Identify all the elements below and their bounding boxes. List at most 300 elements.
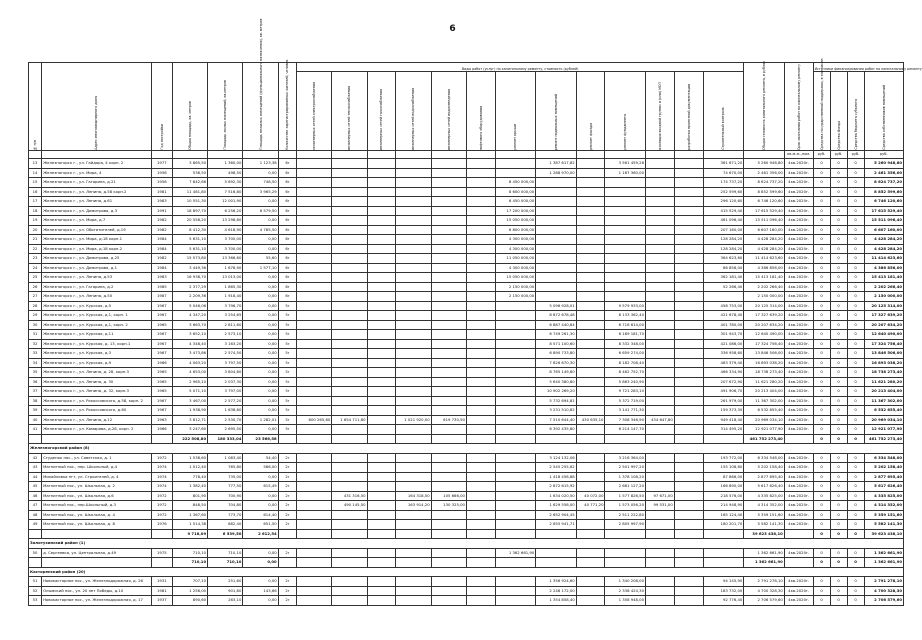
row-work-cost: [296, 396, 331, 406]
row-work-cost: [646, 301, 675, 311]
table-row: [29, 453, 904, 463]
row-work-cost: 128 284,20: [703, 235, 744, 245]
row-work-cost: 128 284,20: [703, 244, 744, 254]
row-work-cost: [296, 197, 331, 207]
row-deadline: 4кв.2020г.: [784, 377, 813, 387]
row-support: 0: [813, 425, 830, 435]
subtotal-row: [29, 558, 904, 568]
row-work-cost: [466, 273, 495, 283]
row-work-cost: [576, 282, 605, 292]
row-work-cost: 86 856,00: [703, 263, 744, 273]
row-number: 43: [29, 463, 42, 473]
row-work-cost: [367, 263, 396, 273]
row-work-cost: [332, 301, 367, 311]
row-fund: 0: [830, 197, 847, 207]
row-work-cost: [367, 415, 396, 425]
row-work-cost: [367, 596, 396, 606]
row-residential-area: 735,00: [208, 472, 243, 482]
subtotal-blank: [536, 434, 577, 444]
row-address: д. Сергеевка, ул. Центральная, д.49: [42, 548, 152, 558]
row-work-cost: [495, 339, 536, 349]
row-work-cost: 8 450 000,00: [495, 178, 536, 188]
subtotal-support: 0: [813, 434, 830, 444]
row-work-cost: [332, 263, 367, 273]
row-year: 1931: [151, 577, 172, 587]
row-work-cost: 466 334,90: [703, 368, 744, 378]
row-total-area: 4 653,00: [172, 368, 207, 378]
row-number: 19: [29, 216, 42, 226]
row-work-cost: [674, 197, 703, 207]
row-work-cost: 361 671,20: [703, 159, 744, 169]
row-total-area: 5 071,10: [172, 387, 207, 397]
row-work-cost: 6 887 440,84: [536, 320, 577, 330]
row-work-cost: [431, 168, 466, 178]
row-work-cost: [536, 282, 577, 292]
row-region-budget: 0: [847, 520, 864, 530]
row-number: 45: [29, 482, 42, 492]
row-work-cost: [674, 548, 703, 558]
row-residential-area: 3 804,60: [208, 368, 243, 378]
row-address: Магнитный пос., ул. Школьная, д. 2: [42, 482, 152, 492]
row-work-cost: [674, 510, 703, 520]
row-deadline: 4кв.2020г.: [784, 463, 813, 473]
row-support: 0: [813, 187, 830, 197]
row-address: Железногорск г., ул. Димитрова, д.3: [42, 206, 152, 216]
row-residential-area: 2 574,50: [208, 349, 243, 359]
subtotal-fund: 0: [830, 558, 847, 568]
subtotal-blank: [646, 558, 675, 568]
units-blank-cell: [431, 151, 466, 159]
row-work-cost: [396, 330, 431, 340]
row-year: 1965: [151, 368, 172, 378]
subtotal-blank: [296, 558, 331, 568]
row-work-cost: [703, 292, 744, 302]
row-work-cost: [674, 292, 703, 302]
row-work-cost: 421 678,40: [703, 311, 744, 321]
header-residents: Количество зарегистрированных жителей, человек: [278, 63, 296, 151]
row-work-cost: 362 181,40: [703, 273, 744, 283]
row-deadline: 4кв.2020г.: [784, 273, 813, 283]
row-non-residential-area: 0,00: [243, 577, 278, 587]
subtotal-blank: [466, 434, 495, 444]
row-work-cost: 7 510 644,40: [536, 415, 577, 425]
units-blank-cell: [674, 151, 703, 159]
row-work-cost: [495, 330, 536, 340]
row-work-cost: 8 332 348,00: [605, 339, 646, 349]
row-residential-area: 704,80: [208, 501, 243, 511]
row-work-cost: 7 308 346,90: [605, 415, 646, 425]
subtotal-blank: [332, 558, 367, 568]
subtotal-blank: [784, 434, 813, 444]
row-non-residential-area: 0,00: [243, 244, 278, 254]
row-region-budget: 0: [847, 453, 864, 463]
row-work-cost: [367, 482, 396, 492]
row-year: 1985: [151, 282, 172, 292]
row-work-cost: [646, 577, 675, 587]
row-region-budget: 0: [847, 501, 864, 511]
row-work-cost: 336 958,60: [703, 349, 744, 359]
row-work-cost: 4 300 000,00: [495, 235, 536, 245]
row-residents: 5r: [278, 358, 296, 368]
row-region-budget: 0: [847, 387, 864, 397]
subtotal-blank: [784, 558, 813, 568]
row-fund: 0: [830, 206, 847, 216]
row-deadline: 4кв.2020г.: [784, 168, 813, 178]
row-work-cost: [646, 520, 675, 530]
row-work-cost: [367, 586, 396, 596]
row-total-area: 707,10: [172, 577, 207, 587]
row-work-cost: [576, 225, 605, 235]
row-work-cost: [332, 187, 367, 197]
row-non-residential-area: 0,00: [243, 596, 278, 606]
row-work-cost: 1 577 826,50: [605, 491, 646, 501]
subtotal-blank: [495, 529, 536, 539]
row-region-budget: 0: [847, 301, 864, 311]
row-work-cost: [536, 548, 577, 558]
row-work-cost: [332, 159, 367, 169]
table-row: [29, 387, 904, 397]
units-blank-cell: [495, 151, 536, 159]
row-work-cost: 5 640 380,60: [536, 377, 577, 387]
row-work-cost: [646, 273, 675, 283]
row-work-cost: [466, 244, 495, 254]
row-work-cost: 3 124 132,06: [536, 453, 577, 463]
row-region-budget: 0: [847, 377, 864, 387]
row-address: Магнитный пос., пер.Школьный, д.3: [42, 501, 152, 511]
row-work-cost: [576, 358, 605, 368]
row-owners-funds: 11 367 302,00: [864, 396, 903, 406]
row-work-cost: [396, 206, 431, 216]
row-work-cost: 3 231 510,82: [536, 406, 577, 416]
row-work-cost: [367, 197, 396, 207]
row-non-residential-area: 586,00: [243, 463, 278, 473]
row-work-cost: [466, 501, 495, 511]
row-work-cost: [396, 425, 431, 435]
row-work-cost: [396, 368, 431, 378]
row-address: Железногорск г., ул. Курская, д.1, корп. 2: [42, 320, 152, 330]
row-work-cost: [495, 396, 536, 406]
row-work-cost: [396, 349, 431, 359]
row-number: 28: [29, 301, 42, 311]
row-number: 15: [29, 178, 42, 188]
subtotal-blank: [536, 558, 577, 568]
row-number: 29: [29, 311, 42, 321]
subtotal-blank: [278, 558, 296, 568]
row-work-cost: [466, 463, 495, 473]
row-work-cost: 1 378 108,20: [605, 472, 646, 482]
row-owners-funds: 11 621 280,20: [864, 377, 903, 387]
row-number: 50: [29, 548, 42, 558]
row-owners-funds: 17 615 529,40: [864, 206, 903, 216]
row-address: Железногорск г., ул. Курская, д.1, корп. 1: [42, 311, 152, 321]
row-address: Железногорск г., ул. Мира, д.18 корп.2: [42, 244, 152, 254]
table-row: [29, 358, 904, 368]
row-support: 0: [813, 415, 830, 425]
row-work-cost: [367, 168, 396, 178]
row-deadline: 4кв.2020г.: [784, 216, 813, 226]
row-work-cost: [576, 482, 605, 492]
row-work-cost: [576, 425, 605, 435]
row-non-residential-area: 0,00: [243, 311, 278, 321]
row-deadline: 4кв.2020г.: [784, 263, 813, 273]
row-residential-area: 773,70: [208, 510, 243, 520]
row-work-cost: [495, 501, 536, 511]
row-work-cost: [674, 482, 703, 492]
row-total-area: 3 812,71: [172, 415, 207, 425]
row-total-cost: 17 324 756,40: [744, 339, 785, 349]
row-residential-area: 1 918,40: [208, 292, 243, 302]
row-work-cost: [332, 168, 367, 178]
row-work-cost: 1 167 360,00: [605, 168, 646, 178]
header-funding-group: Источники финансирования работ по капитальному ремонту: [813, 63, 903, 72]
row-work-cost: [495, 482, 536, 492]
units-blank-cell: [367, 151, 396, 159]
units-cell: кв.м.ж.,пом.: [784, 151, 813, 159]
subtotal-owners-funds: 461 752 273,40: [864, 434, 903, 444]
row-residents: 5r: [278, 339, 296, 349]
row-number: 21: [29, 235, 42, 245]
row-work-cost: [674, 216, 703, 226]
row-work-cost: [367, 292, 396, 302]
row-number: 36: [29, 377, 42, 387]
row-work-cost: [296, 491, 331, 501]
row-work-cost: [605, 178, 646, 188]
row-total-area: 1 514,38: [172, 520, 207, 530]
row-residential-area: 3 254,65: [208, 311, 243, 321]
row-work-cost: 6 800 000,00: [495, 225, 536, 235]
row-work-cost: [296, 520, 331, 530]
row-number: 33: [29, 349, 42, 359]
row-work-cost: [646, 330, 675, 340]
units-blank-cell: [151, 151, 172, 159]
subtotal-fund: 0: [830, 434, 847, 444]
row-support: 0: [813, 387, 830, 397]
row-work-cost: [576, 263, 605, 273]
row-work-cost: [674, 368, 703, 378]
row-residents: 6r: [278, 292, 296, 302]
row-total-area: 5 631,10: [172, 235, 207, 245]
row-work-cost: [576, 453, 605, 463]
row-residents: 2r: [278, 463, 296, 473]
row-residents: 6r: [278, 168, 296, 178]
row-deadline: 4кв.2020г.: [784, 320, 813, 330]
header-funding-1: Средства Фонда: [830, 72, 847, 151]
row-year: 1975: [151, 548, 172, 558]
row-work-cost: [332, 358, 367, 368]
row-work-cost: [396, 482, 431, 492]
row-address: Олымский пос., ул. 20 лет Победы, д.10: [42, 586, 152, 596]
row-work-cost: [466, 301, 495, 311]
row-residents: 6r: [278, 263, 296, 273]
row-work-cost: 2 661 127,20: [605, 482, 646, 492]
row-fund: 0: [830, 358, 847, 368]
row-owners-funds: 5 359 151,60: [864, 510, 903, 520]
row-fund: 0: [830, 548, 847, 558]
row-fund: 0: [830, 596, 847, 606]
row-fund: 0: [830, 225, 847, 235]
row-total-cost: 15 413 181,40: [744, 273, 785, 283]
row-region-budget: 0: [847, 311, 864, 321]
row-residential-area: 12 001,90: [208, 197, 243, 207]
row-work-cost: [674, 415, 703, 425]
row-total-area: 10 551,30: [172, 197, 207, 207]
row-work-cost: [466, 320, 495, 330]
row-residential-area: 2 695,50: [208, 425, 243, 435]
row-fund: 0: [830, 216, 847, 226]
row-deadline: 4кв.2020г.: [784, 311, 813, 321]
row-work-cost: [466, 159, 495, 169]
row-work-cost: [396, 273, 431, 283]
row-work-cost: 2 248 172,00: [536, 586, 577, 596]
row-residents: 5r: [278, 396, 296, 406]
row-work-cost: [576, 311, 605, 321]
row-deadline: 4кв.2020г.: [784, 387, 813, 397]
row-total-area: 3 467,00: [172, 396, 207, 406]
row-non-residential-area: 0,00: [243, 396, 278, 406]
row-work-cost: [296, 235, 331, 245]
table-row: [29, 548, 904, 558]
table-row: [29, 178, 904, 188]
row-deadline: 4кв.2020г.: [784, 577, 813, 587]
row-work-cost: [605, 292, 646, 302]
row-work-cost: 105 666,00: [431, 491, 466, 501]
units-blank-cell: [744, 151, 785, 159]
row-work-cost: 174 737,20: [703, 178, 744, 188]
units-blank-cell: [208, 151, 243, 159]
table-row: [29, 197, 904, 207]
row-work-cost: 1 418 458,88: [536, 472, 577, 482]
header-work-0: инженерных сетей электроснабжения: [296, 72, 331, 151]
row-region-budget: 0: [847, 273, 864, 283]
subtotal-blank: [431, 434, 466, 444]
row-work-cost: [367, 254, 396, 264]
subtotal-blank: [605, 529, 646, 539]
row-work-cost: [296, 377, 331, 387]
row-work-cost: [332, 178, 367, 188]
row-support: 0: [813, 463, 830, 473]
row-residents: 5r: [278, 387, 296, 397]
row-non-residential-area: 0,00: [243, 406, 278, 416]
units-blank-cell: [332, 151, 367, 159]
row-owners-funds: 17 324 756,40: [864, 339, 903, 349]
table-row: [29, 235, 904, 245]
row-work-cost: [431, 320, 466, 330]
row-fund: 0: [830, 187, 847, 197]
row-total-cost: 5 617 626,40: [744, 482, 785, 492]
subtotal-blank: [367, 558, 396, 568]
row-support: 0: [813, 548, 830, 558]
row-total-cost: 15 511 096,40: [744, 216, 785, 226]
table-row: [29, 320, 904, 330]
row-total-area: 2 377,29: [172, 282, 207, 292]
row-residential-area: 682,40: [208, 520, 243, 530]
row-work-cost: [466, 548, 495, 558]
subtotal-blank: [42, 434, 152, 444]
row-residents: 6r: [278, 254, 296, 264]
row-work-cost: 314 495,20: [703, 425, 744, 435]
row-deadline: 4кв.2020г.: [784, 159, 813, 169]
table-row: [29, 339, 904, 349]
row-number: 41: [29, 425, 42, 435]
header-work-9: ремонт фундамента: [605, 72, 646, 151]
row-work-cost: [646, 311, 675, 321]
row-total-cost: 6 334 548,00: [744, 453, 785, 463]
row-support: 0: [813, 520, 830, 530]
row-residents: 2r: [278, 491, 296, 501]
row-work-cost: 94 145,90: [703, 577, 744, 587]
row-work-cost: 6 718 614,00: [605, 320, 646, 330]
row-work-cost: [396, 197, 431, 207]
header-deadline: Срок окончания работ по капитальному ремонту: [784, 63, 813, 151]
row-work-cost: [495, 453, 536, 463]
row-non-residential-area: 0,00: [243, 377, 278, 387]
row-work-cost: [332, 244, 367, 254]
row-work-cost: [646, 254, 675, 264]
row-work-cost: [605, 282, 646, 292]
row-region-budget: 0: [847, 320, 864, 330]
row-work-cost: [466, 178, 495, 188]
table-row: [29, 244, 904, 254]
row-owners-funds: 20 969 034,10: [864, 415, 903, 425]
subtotal-blank: [605, 558, 646, 568]
row-work-cost: [367, 301, 396, 311]
row-work-cost: [605, 263, 646, 273]
row-work-cost: [431, 244, 466, 254]
row-residential-area: 2 530,70: [208, 415, 243, 425]
row-work-cost: [431, 263, 466, 273]
row-fund: 0: [830, 273, 847, 283]
row-work-cost: [431, 396, 466, 406]
row-owners-funds: 4 335 825,00: [864, 491, 903, 501]
row-work-cost: 1 354 858,40: [536, 596, 577, 606]
row-address: Железногорск г., ул. Обогатителей, д.19: [42, 225, 152, 235]
row-residents: 6r: [278, 273, 296, 283]
row-deadline: 4кв.2020г.: [784, 301, 813, 311]
row-work-cost: [495, 159, 536, 169]
row-owners-funds: 4 428 284,20: [864, 235, 903, 245]
row-region-budget: 0: [847, 491, 864, 501]
row-owners-funds: 1 362 661,90: [864, 548, 903, 558]
row-work-cost: [466, 339, 495, 349]
row-owners-funds: 2 706 579,60: [864, 596, 903, 606]
row-work-cost: [367, 311, 396, 321]
row-support: 0: [813, 396, 830, 406]
row-total-area: 2 965,10: [172, 377, 207, 387]
row-work-cost: 9 579 933,00: [605, 301, 646, 311]
row-owners-funds: 2 150 000,00: [864, 292, 903, 302]
row-address: Железногорск г., ул. Ленина, д.12: [42, 415, 152, 425]
row-deadline: 4кв.2020г.: [784, 330, 813, 340]
row-residents: 5r: [278, 415, 296, 425]
row-deadline: 4кв.2020г.: [784, 548, 813, 558]
row-total-cost: 11 621 280,20: [744, 377, 785, 387]
row-work-cost: [646, 425, 675, 435]
row-work-cost: 6 659 274,00: [605, 349, 646, 359]
row-work-cost: [431, 358, 466, 368]
row-region-budget: 0: [847, 254, 864, 264]
row-work-cost: 130 325,00: [431, 501, 466, 511]
row-non-residential-area: 1 123,38: [243, 159, 278, 169]
row-work-cost: [646, 159, 675, 169]
row-non-residential-area: 0,00: [243, 358, 278, 368]
row-total-cost: 16 893 038,20: [744, 358, 785, 368]
units-blank-cell: [172, 151, 207, 159]
row-work-cost: [367, 273, 396, 283]
row-work-cost: [646, 482, 675, 492]
row-fund: 0: [830, 586, 847, 596]
row-work-cost: [646, 586, 675, 596]
header-funding-0: Средства государственной поддержки, в том числе:: [813, 72, 830, 151]
